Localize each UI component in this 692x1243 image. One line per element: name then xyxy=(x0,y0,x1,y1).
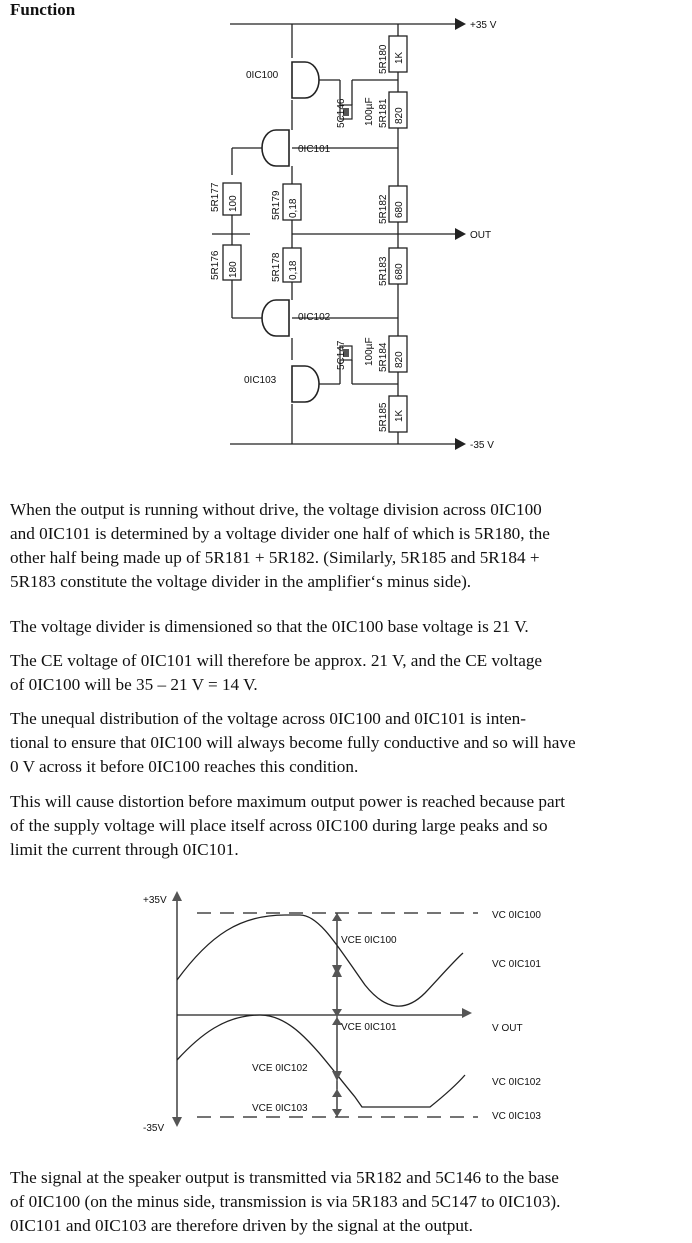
resistor-5r180-value: 1K xyxy=(394,51,405,64)
resistor-5r179-value: 0,18 xyxy=(288,198,299,218)
capacitor-5c146-name: 5C146 xyxy=(336,98,347,128)
supply-positive-label: +35 V xyxy=(470,20,497,31)
resistor-5r185-name: 5R185 xyxy=(378,402,389,432)
supply-negative-label: -35 V xyxy=(470,440,494,451)
resistor-5r176-value: 180 xyxy=(228,261,239,278)
resistor-5r176-name: 5R176 xyxy=(210,250,221,280)
resistor-5r185-value: 1K xyxy=(394,409,405,422)
amplifier-schematic xyxy=(0,0,692,460)
paragraph-4: The unequal distribution of the voltage across 0IC100 and 0IC101 is inten- tional to ensure that 0IC100 will always become fully conductive and so will have 0 V across it before 0IC100 reaches this condition. xyxy=(10,709,576,776)
resistor-5r183-value: 680 xyxy=(394,263,405,280)
resistor-5r182-name: 5R182 xyxy=(378,194,389,224)
label-vce-0ic100: VCE 0IC100 xyxy=(341,935,397,946)
resistor-5r180-name: 5R180 xyxy=(378,44,389,74)
label-vout: V OUT xyxy=(492,1023,523,1034)
waveform-vneg-label: -35V xyxy=(143,1123,165,1134)
transistor-0ic100-label: 0IC100 xyxy=(246,70,279,81)
resistor-5r177-name: 5R177 xyxy=(210,182,221,212)
label-vc-0ic101: VC 0IC101 xyxy=(492,959,541,970)
transistor-0ic102-label: 0IC102 xyxy=(298,312,331,323)
capacitor-5c147-name: 5C147 xyxy=(336,340,347,370)
paragraph-5: This will cause distortion before maximum output power is reached because part of the supply voltage will place itself across 0IC100 during large peaks and so limit the current through 0IC101. xyxy=(10,792,566,859)
resistor-5r183-name: 5R183 xyxy=(378,256,389,286)
resistor-5r178-value: 0,18 xyxy=(288,260,299,280)
label-vce-0ic103: VCE 0IC103 xyxy=(252,1103,308,1114)
resistor-5r184-name: 5R184 xyxy=(378,342,389,372)
resistor-5r181-name: 5R181 xyxy=(378,98,389,128)
resistor-5r184-value: 820 xyxy=(394,351,405,368)
label-vc-0ic100: VC 0IC100 xyxy=(492,910,541,921)
capacitor-5c147-value: 100µF xyxy=(364,337,375,366)
resistor-5r178-name: 5R178 xyxy=(271,252,282,282)
resistor-5r182-value: 680 xyxy=(394,201,405,218)
output-label: OUT xyxy=(470,230,492,241)
resistor-5r181-value: 820 xyxy=(394,107,405,124)
transistor-0ic101-label: 0IC101 xyxy=(298,144,331,155)
paragraph-3: The CE voltage of 0IC101 will therefore be approx. 21 V, and the CE voltage of 0IC100 will be 35 – 21 V = 14 V. xyxy=(10,651,543,694)
resistor-5r177-value: 100 xyxy=(228,195,239,212)
waveform-vpos-label: +35V xyxy=(143,895,167,906)
label-vce-0ic102: VCE 0IC102 xyxy=(252,1063,308,1074)
label-vc-0ic102: VC 0IC102 xyxy=(492,1077,541,1088)
paragraph-6: The signal at the speaker output is transmitted via 5R182 and 5C146 to the base of 0IC100 (on the minus side, transmission is via 5R183 and 5C147 to 0IC103). 0IC101 and 0IC103 are therefore driven by the signal at the output. xyxy=(10,1168,561,1235)
paragraph-1: When the output is running without drive, the voltage division across 0IC100 and 0IC101 is determined by a voltage divider one half of which is 5R180, the other half being made up of 5R181 + 5R182. (Similarly, 5R185 and 5R184 + 5R183 constitute the voltage divider in the amplifier‘s minus side). xyxy=(10,500,550,591)
label-vce-0ic101: VCE 0IC101 xyxy=(341,1022,397,1033)
capacitor-5c146-value: 100µF xyxy=(364,97,375,126)
transistor-0ic103-label: 0IC103 xyxy=(244,375,277,386)
paragraph-2: The voltage divider is dimensioned so that the 0IC100 base voltage is 21 V. xyxy=(10,617,529,636)
waveform-diagram xyxy=(0,885,692,1145)
label-vc-0ic103: VC 0IC103 xyxy=(492,1111,541,1122)
section-heading: Function xyxy=(10,0,76,19)
resistor-5r179-name: 5R179 xyxy=(271,190,282,220)
